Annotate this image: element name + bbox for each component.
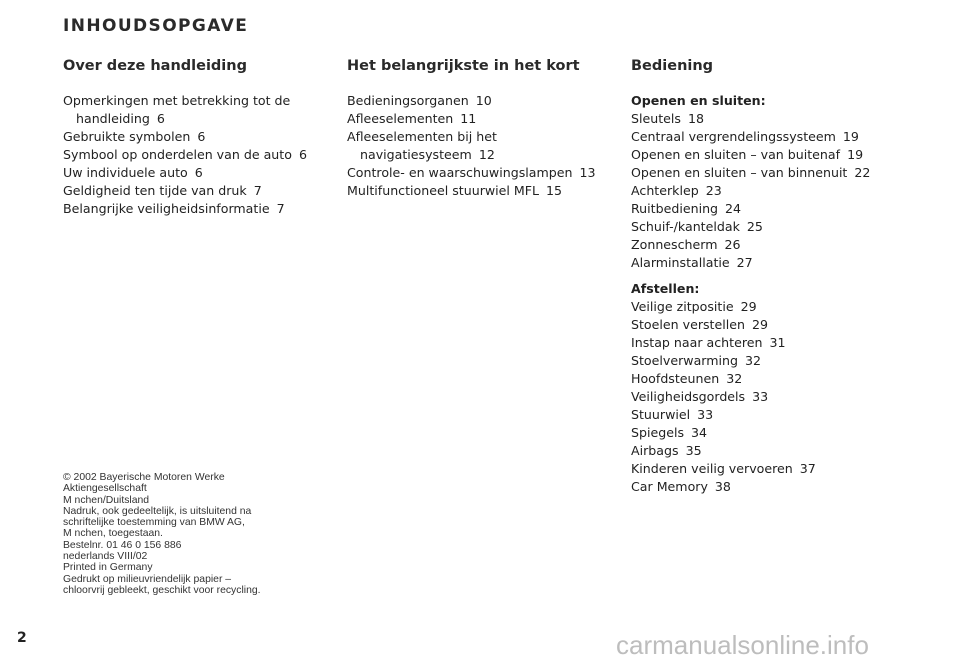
toc-entry-page: 35 xyxy=(685,443,702,458)
toc-entry xyxy=(347,110,617,128)
toc-entry-title: Kinderen veilig vervoeren xyxy=(631,461,793,476)
toc-entry-list xyxy=(347,92,617,200)
toc-entry-title: Car Memory xyxy=(631,479,708,494)
toc-entry-title: Stoelen verstellen xyxy=(631,317,745,332)
toc-entry-title: Bedieningsorganen xyxy=(347,93,469,108)
toc-entry-page: 6 xyxy=(298,147,307,162)
toc-entry-page: 24 xyxy=(725,201,742,216)
toc-entry-title: Controle- en waarschuwingslampen xyxy=(347,165,573,180)
colophon-line: nederlands VIII/02 xyxy=(63,551,148,563)
toc-entry xyxy=(631,110,931,128)
toc-entry-title: Hoofdsteunen xyxy=(631,371,720,386)
toc-entry-title: Symbool op onderdelen van de auto xyxy=(63,147,292,162)
toc-entry xyxy=(631,424,931,442)
toc-entry-page: 11 xyxy=(460,111,477,126)
toc-entry-title: Zonnescherm xyxy=(631,237,718,252)
colophon-line: Nadruk, ook gedeeltelijk, is uitsluitend na xyxy=(63,505,252,517)
toc-entry-title: Achterklep xyxy=(631,183,699,198)
toc-entry-title: Sleutels xyxy=(631,111,681,126)
toc-entry xyxy=(347,92,617,110)
toc-entry-page: 31 xyxy=(769,335,786,350)
toc-entry xyxy=(631,218,931,236)
toc-entry xyxy=(631,478,931,496)
toc-entry xyxy=(631,254,931,272)
colophon-line: Aktiengesellschaft xyxy=(63,483,147,495)
toc-entry xyxy=(631,298,931,316)
toc-entry xyxy=(63,164,333,182)
toc-entry-title: Alarminstallatie xyxy=(631,255,730,270)
toc-entry xyxy=(631,146,931,164)
colophon-line: M nchen, toegestaan. xyxy=(63,528,163,540)
toc-entry xyxy=(631,316,931,334)
toc-entry-page: 22 xyxy=(854,165,871,180)
toc-section xyxy=(631,92,931,272)
toc-entry-title: Ruitbediening xyxy=(631,201,719,216)
toc-entry-page: 19 xyxy=(842,129,859,144)
toc-entry-page: 6 xyxy=(197,129,206,144)
toc-entry-page: 34 xyxy=(691,425,708,440)
toc-entry xyxy=(63,146,333,164)
toc-entry-page: 38 xyxy=(714,479,731,494)
toc-entry-title: Afleeselementen bij het navigatiesysteem xyxy=(347,129,497,162)
toc-entry xyxy=(347,128,617,164)
toc-subheading: Afstellen: xyxy=(631,281,700,296)
toc-entry-page: 29 xyxy=(751,317,769,332)
toc-entry xyxy=(631,352,931,370)
toc-entry-list xyxy=(631,298,931,496)
page-title: INHOUDSOPGAVE xyxy=(63,16,249,36)
toc-entry xyxy=(63,200,333,218)
toc-entry-page: 10 xyxy=(475,93,492,108)
toc-entry-title: Geldigheid ten tijde van druk xyxy=(63,183,247,198)
toc-entry-title: Afleeselementen xyxy=(347,111,454,126)
toc-entry-page: 13 xyxy=(579,165,596,180)
toc-entry-page: 29 xyxy=(740,299,757,314)
toc-entry xyxy=(631,164,931,182)
toc-entry-title: Centraal vergrendelingssysteem xyxy=(631,129,836,144)
toc-column-over-deze-handleiding xyxy=(63,58,333,218)
toc-entry-title: Gebruikte symbolen xyxy=(63,129,191,144)
toc-entry-list xyxy=(631,110,931,272)
toc-section xyxy=(631,280,931,496)
toc-entry xyxy=(631,236,931,254)
toc-subheading: Openen en sluiten: xyxy=(631,93,766,108)
toc-entry-title: Stuurwiel xyxy=(631,407,691,422)
toc-entry-title: Veilige zitpositie xyxy=(631,299,734,314)
toc-entry-page: 19 xyxy=(847,147,864,162)
colophon-line: chloorvrij gebleekt, geschikt voor recycling. xyxy=(63,584,261,596)
colophon-line: M nchen/Duitsland xyxy=(63,494,150,506)
toc-entry xyxy=(347,182,617,200)
toc-entry xyxy=(347,164,617,182)
toc-entry-title: Airbags xyxy=(631,443,679,458)
toc-entry-title: Stoelverwarming xyxy=(631,353,738,368)
toc-entry-page: 33 xyxy=(752,389,769,404)
toc-entry-page: 15 xyxy=(546,183,563,198)
toc-entry-title: Openen en sluiten – van buitenaf xyxy=(631,147,841,162)
toc-entry-title: Instap naar achteren xyxy=(631,335,763,350)
toc-entry-title: Multifunctioneel stuurwiel MFL xyxy=(347,183,540,198)
toc-entry-page: 6 xyxy=(194,165,203,180)
toc-entry-title: Veiligheidsgordels xyxy=(631,389,746,404)
toc-entry xyxy=(631,388,931,406)
colophon-line: Printed in Germany xyxy=(63,562,153,574)
toc-section-heading: Over deze handleiding xyxy=(63,58,247,74)
toc-entry-title: Belangrijke veiligheidsinformatie xyxy=(63,201,270,216)
toc-entry-page: 32 xyxy=(744,353,762,368)
toc-entry xyxy=(631,200,931,218)
toc-entry-title: Uw individuele auto xyxy=(63,165,188,180)
toc-section xyxy=(347,92,617,200)
toc-entry-page: 32 xyxy=(726,371,743,386)
toc-entry xyxy=(63,182,333,200)
toc-entry xyxy=(63,92,333,128)
toc-section xyxy=(63,92,333,218)
colophon-line: Bestelnr. 01 46 0 156 886 xyxy=(63,539,182,551)
toc-entry-page: 6 xyxy=(156,111,165,126)
toc-entry xyxy=(631,442,931,460)
toc-entry-title: Spiegels xyxy=(631,425,685,440)
toc-entry-page: 12 xyxy=(478,147,495,162)
page-number: 2 xyxy=(17,630,27,646)
toc-entry xyxy=(631,406,931,424)
toc-entry xyxy=(631,370,931,388)
toc-entry-page: 37 xyxy=(799,461,816,476)
toc-entry xyxy=(631,334,931,352)
toc-entry-title: Opmerkingen met betrekking tot de handleiding xyxy=(63,93,291,126)
toc-entry-page: 7 xyxy=(276,201,285,216)
toc-entry xyxy=(631,128,931,146)
toc-entry-page: 25 xyxy=(746,219,763,234)
watermark: carmanualsonline.info xyxy=(616,630,869,660)
toc-entry-list xyxy=(63,92,333,218)
toc-entry-page: 33 xyxy=(697,407,714,422)
toc-entry-title: Schuif-/kanteldak xyxy=(631,219,740,234)
colophon xyxy=(63,472,333,596)
colophon-line: Gedrukt op milieuvriendelijk papier – xyxy=(63,573,232,585)
colophon-line: schriftelijke toestemming van BMW AG, xyxy=(63,517,245,529)
toc-entry-page: 26 xyxy=(724,237,741,252)
toc-entry-page: 23 xyxy=(705,183,722,198)
toc-entry-title: Openen en sluiten – van binnenuit xyxy=(631,165,848,180)
toc-section-heading: Bediening xyxy=(631,58,714,74)
toc-entry xyxy=(63,128,333,146)
toc-entry xyxy=(631,182,931,200)
toc-entry-page: 7 xyxy=(253,183,262,198)
toc-entry xyxy=(631,460,931,478)
toc-entry-page: 27 xyxy=(736,255,753,270)
toc-entry-page: 18 xyxy=(687,111,705,126)
toc-column-bediening xyxy=(631,58,931,496)
toc-column-het-belangrijkste xyxy=(347,58,617,200)
toc-section-heading: Het belangrijkste in het kort xyxy=(347,58,580,74)
colophon-line: © 2002 Bayerische Motoren Werke xyxy=(63,472,225,483)
